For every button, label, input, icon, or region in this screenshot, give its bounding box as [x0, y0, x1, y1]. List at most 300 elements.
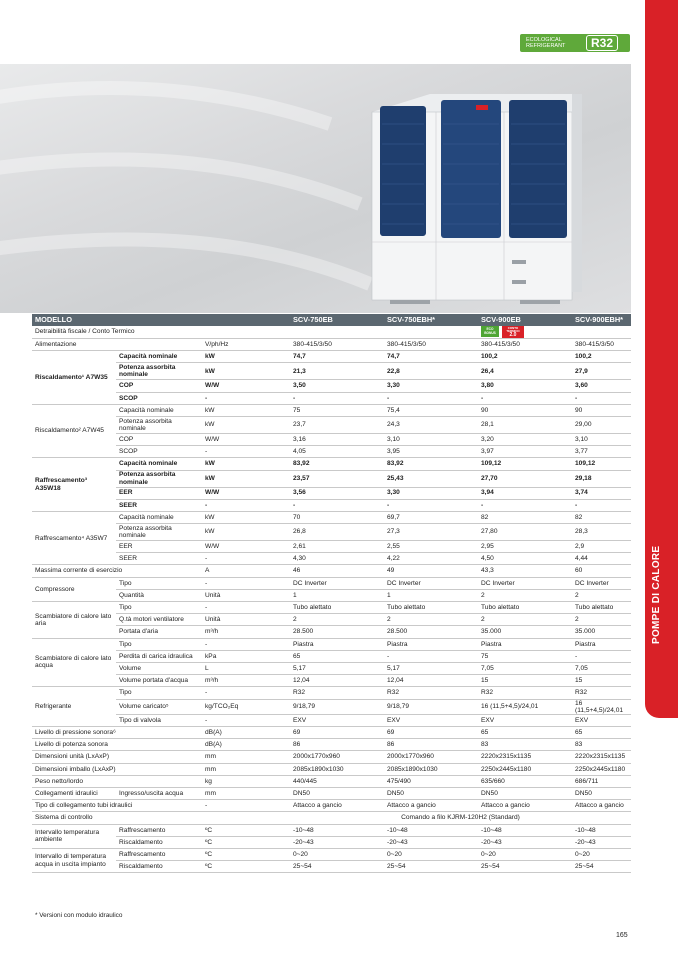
row-unit: Unità — [202, 614, 290, 626]
value-cell: - — [572, 650, 631, 662]
header-blank — [246, 314, 290, 326]
value-cell: 22,8 — [384, 363, 478, 380]
row-sublabel: Tipo — [116, 638, 202, 650]
value-cell: Attacco a gancio — [384, 800, 478, 812]
row-sublabel: SCOP — [116, 392, 202, 404]
value-cell: 4,30 — [290, 553, 384, 565]
value-cell: 83 — [572, 739, 631, 751]
value-cell: 90 — [478, 404, 572, 416]
value-cell: R32 — [478, 687, 572, 699]
value-cell: 25~54 — [384, 861, 478, 873]
value-cell — [290, 326, 384, 339]
value-cell: 74,7 — [384, 351, 478, 363]
value-cell: -20~43 — [290, 836, 384, 848]
value-cell: 74,7 — [290, 351, 384, 363]
table-row — [32, 699, 631, 714]
value-cell: 3,10 — [572, 433, 631, 445]
table-row — [32, 675, 631, 687]
value-cell: - — [572, 392, 631, 404]
value-cell: - — [478, 499, 572, 511]
value-cell: 109,12 — [478, 458, 572, 470]
ct-version: 2.0 — [509, 332, 517, 338]
table-row — [32, 446, 631, 458]
eco-line2: BONUS — [484, 331, 496, 335]
table-row — [32, 727, 631, 739]
table-header-row — [32, 314, 631, 326]
row-unit: mm — [202, 788, 290, 800]
value-cell: - — [384, 392, 478, 404]
value-cell: 3,50 — [290, 380, 384, 392]
row-sublabel: Tipo — [116, 577, 202, 589]
value-cell: 2 — [478, 589, 572, 601]
value-cell: 4,50 — [478, 553, 572, 565]
value-cell: 69,7 — [384, 511, 478, 523]
value-cell: 82 — [572, 511, 631, 523]
value-cell: 46 — [290, 565, 384, 577]
row-unit: kg — [202, 775, 290, 787]
row-unit: dB(A) — [202, 727, 290, 739]
row-unit: - — [202, 800, 290, 812]
row-label: Massima corrente di esercizio — [32, 565, 202, 577]
value-cell: 2,55 — [384, 541, 478, 553]
row-unit: - — [202, 392, 290, 404]
row-sublabel: EER — [116, 487, 202, 499]
value-cell: R32 — [290, 687, 384, 699]
value-cell: 35.000 — [572, 626, 631, 638]
value-cell: 86 — [290, 739, 384, 751]
value-cell: 0~20 — [572, 848, 631, 860]
value-cell: 3,60 — [572, 380, 631, 392]
value-cell: 49 — [384, 565, 478, 577]
row-unit: - — [202, 499, 290, 511]
value-cell: 75,4 — [384, 404, 478, 416]
table-row — [32, 326, 631, 339]
row-group-label: Riscaldamento² A7W45 — [32, 404, 116, 458]
value-cell: 60 — [572, 565, 631, 577]
value-cell: DC Inverter — [290, 577, 384, 589]
row-label: Collegamenti idraulici — [32, 788, 116, 800]
value-cell: 23,7 — [290, 416, 384, 433]
value-cell: -10~48 — [572, 824, 631, 836]
value-cell: 29,00 — [572, 416, 631, 433]
value-cell: 3,56 — [290, 487, 384, 499]
row-unit: - — [202, 602, 290, 614]
value-cell: 27,9 — [572, 363, 631, 380]
table-row — [32, 416, 631, 433]
row-unit — [202, 812, 290, 824]
table-row — [32, 714, 631, 726]
value-cell: 1 — [384, 589, 478, 601]
value-cell: 2085x1890x1030 — [290, 763, 384, 775]
row-unit: - — [202, 446, 290, 458]
value-cell: 65 — [478, 727, 572, 739]
table-row — [32, 433, 631, 445]
row-label: Livello di potenza sonora — [32, 739, 202, 751]
table-row — [32, 565, 631, 577]
row-sublabel: SEER — [116, 499, 202, 511]
row-unit: W/W — [202, 487, 290, 499]
row-unit: - — [202, 687, 290, 699]
value-cell: R32 — [572, 687, 631, 699]
value-cell: 25,43 — [384, 470, 478, 487]
value-cell: -20~43 — [572, 836, 631, 848]
row-sublabel: SCOP — [116, 446, 202, 458]
value-cell: 2250x2445x1180 — [478, 763, 572, 775]
table-row — [32, 589, 631, 601]
badge-cell — [478, 326, 572, 339]
value-cell: 3,20 — [478, 433, 572, 445]
value-cell: 9/18,79 — [384, 699, 478, 714]
value-cell: 380-415/3/50 — [290, 339, 384, 351]
value-cell: - — [478, 392, 572, 404]
value-cell: 26,4 — [478, 363, 572, 380]
value-cell: 69 — [290, 727, 384, 739]
value-cell: 15 — [572, 675, 631, 687]
table-row — [32, 602, 631, 614]
row-unit: - — [202, 577, 290, 589]
value-cell: 3,80 — [478, 380, 572, 392]
value-cell: 5,17 — [290, 662, 384, 674]
row-unit: - — [202, 714, 290, 726]
value-cell: 3,30 — [384, 380, 478, 392]
value-cell: Attacco a gancio — [478, 800, 572, 812]
row-sublabel: Raffrescamento — [116, 824, 202, 836]
table-row — [32, 524, 631, 541]
value-cell: 2000x1770x960 — [384, 751, 478, 763]
badge-line2: REFRIGERANT — [526, 43, 566, 49]
row-unit: - — [202, 553, 290, 565]
value-cell: 25~54 — [572, 861, 631, 873]
row-unit: ºC — [202, 848, 290, 860]
row-group-label: Riscaldamento¹ A7W35 — [32, 351, 116, 405]
table-body — [32, 326, 631, 873]
value-cell: 7,05 — [572, 662, 631, 674]
value-cell: 9/18,79 — [290, 699, 384, 714]
value-cell: Piastra — [478, 638, 572, 650]
value-cell: DC Inverter — [572, 577, 631, 589]
value-cell: 12,04 — [290, 675, 384, 687]
row-unit: dB(A) — [202, 739, 290, 751]
row-sublabel: Ingresso/uscita acqua — [116, 788, 202, 800]
value-cell: - — [384, 650, 478, 662]
row-sublabel: Volume portata d'acqua — [116, 675, 202, 687]
value-cell: 380-415/3/50 — [572, 339, 631, 351]
value-cell: 15 — [478, 675, 572, 687]
row-sublabel: Volume — [116, 662, 202, 674]
value-cell: 83,92 — [290, 458, 384, 470]
row-group-label: Intervallo di temperatura acqua in uscita impianto — [32, 848, 116, 872]
row-group-label: Raffrescamento³ A35W18 — [32, 458, 116, 512]
value-cell: 2,9 — [572, 541, 631, 553]
row-label: Tipo di collegamento tubi idraulici — [32, 800, 202, 812]
row-sublabel: Capacità nominale — [116, 404, 202, 416]
value-cell: DN50 — [384, 788, 478, 800]
value-cell: 25~54 — [478, 861, 572, 873]
row-unit: kW — [202, 458, 290, 470]
value-cell: 75 — [478, 650, 572, 662]
value-cell: 21,3 — [290, 363, 384, 380]
row-sublabel: Perdita di carica idraulica — [116, 650, 202, 662]
table-row — [32, 662, 631, 674]
row-sublabel: Capacità nominale — [116, 458, 202, 470]
table-row — [32, 458, 631, 470]
table-row — [32, 487, 631, 499]
table-row — [32, 836, 631, 848]
row-label: Detraibilità fiscale / Conto Termico — [32, 326, 202, 339]
row-group-label: Scambiatore di calore lato aria — [32, 602, 116, 639]
value-cell: 75 — [290, 404, 384, 416]
row-unit: kPa — [202, 650, 290, 662]
row-sublabel: Tipo di valvola — [116, 714, 202, 726]
table-row — [32, 351, 631, 363]
value-cell: 35.000 — [478, 626, 572, 638]
header-blank — [202, 314, 246, 326]
table-row — [32, 363, 631, 380]
value-cell: 3,16 — [290, 433, 384, 445]
table-row — [32, 541, 631, 553]
value-cell: 28.500 — [290, 626, 384, 638]
value-cell: 2,95 — [478, 541, 572, 553]
row-unit: kW — [202, 416, 290, 433]
table-row — [32, 499, 631, 511]
value-cell: Attacco a gancio — [572, 800, 631, 812]
table-row — [32, 812, 631, 824]
row-group-label: Refrigerante — [32, 687, 116, 727]
value-cell: 2220x2315x1135 — [572, 751, 631, 763]
value-cell: -20~43 — [478, 836, 572, 848]
row-sublabel: Potenza assorbita nominale — [116, 470, 202, 487]
footnote: * Versioni con modulo idraulico — [35, 912, 123, 919]
row-unit: W/W — [202, 541, 290, 553]
row-group-label: Raffrescamento⁴ A35W7 — [32, 511, 116, 565]
badge-line1: ECOLOGICAL — [526, 37, 562, 43]
badge-text — [520, 37, 582, 49]
value-cell: -10~48 — [478, 824, 572, 836]
row-sublabel: Potenza assorbita nominale — [116, 416, 202, 433]
value-cell: 100,2 — [572, 351, 631, 363]
specifications-table — [32, 314, 631, 873]
value-cell: 83 — [478, 739, 572, 751]
value-cell: -10~48 — [384, 824, 478, 836]
row-unit: ºC — [202, 836, 290, 848]
row-unit: kW — [202, 470, 290, 487]
value-cell: - — [290, 499, 384, 511]
value-cell: 2 — [478, 614, 572, 626]
value-cell: 2 — [572, 614, 631, 626]
row-sublabel: SEER — [116, 553, 202, 565]
table-row — [32, 380, 631, 392]
row-unit: mm — [202, 751, 290, 763]
row-label: Alimentazione — [32, 339, 202, 351]
table-row — [32, 763, 631, 775]
value-cell: DN50 — [478, 788, 572, 800]
incentive-badges — [481, 326, 524, 338]
value-cell: DC Inverter — [478, 577, 572, 589]
heat-pump-unit-illustration — [0, 64, 631, 313]
row-sublabel: Potenza assorbita nominale — [116, 524, 202, 541]
value-cell: DC Inverter — [384, 577, 478, 589]
value-cell: 2 — [290, 614, 384, 626]
header-scv-750eb: SCV-750EB — [290, 314, 384, 326]
value-cell: DN50 — [290, 788, 384, 800]
header-scv-900eb: SCV-900EB — [478, 314, 572, 326]
ct-line1: CONTO — [507, 326, 519, 330]
header-scv-900ebh: SCV-900EBH* — [572, 314, 631, 326]
refrigerant-code: R32 — [586, 35, 618, 51]
table-row — [32, 739, 631, 751]
table-row — [32, 638, 631, 650]
row-sublabel: EER — [116, 541, 202, 553]
row-sublabel: Riscaldamento — [116, 861, 202, 873]
table-row — [32, 861, 631, 873]
value-cell: 69 — [384, 727, 478, 739]
value-cell: 27,80 — [478, 524, 572, 541]
row-sublabel: COP — [116, 433, 202, 445]
row-unit: W/W — [202, 433, 290, 445]
table-row — [32, 511, 631, 523]
row-unit: m³/h — [202, 675, 290, 687]
value-cell: Tubo alettato — [384, 602, 478, 614]
value-cell: 90 — [572, 404, 631, 416]
row-unit: kW — [202, 404, 290, 416]
row-sublabel: Tipo — [116, 602, 202, 614]
row-unit: ºC — [202, 861, 290, 873]
value-cell: -20~43 — [384, 836, 478, 848]
row-unit — [202, 326, 290, 339]
value-cell: 3,74 — [572, 487, 631, 499]
row-sublabel: COP — [116, 380, 202, 392]
row-unit: Unità — [202, 589, 290, 601]
value-cell: - — [572, 499, 631, 511]
row-sublabel: Capacità nominale — [116, 511, 202, 523]
value-cell: 65 — [572, 727, 631, 739]
row-unit: kW — [202, 524, 290, 541]
value-cell: 16 (11,5+4,5)/24,01 — [478, 699, 572, 714]
table-row — [32, 848, 631, 860]
value-cell: R32 — [384, 687, 478, 699]
table-row — [32, 614, 631, 626]
value-cell: Piastra — [572, 638, 631, 650]
value-cell: 380-415/3/50 — [478, 339, 572, 351]
eco-line1: ECO — [486, 327, 494, 331]
value-cell: 100,2 — [478, 351, 572, 363]
table-row — [32, 404, 631, 416]
value-cell: 0~20 — [478, 848, 572, 860]
value-cell: 28.500 — [384, 626, 478, 638]
value-cell: 686/711 — [572, 775, 631, 787]
value-cell: 475/490 — [384, 775, 478, 787]
value-cell: EXV — [572, 714, 631, 726]
value-cell: 0~20 — [384, 848, 478, 860]
value-cell: 43,3 — [478, 565, 572, 577]
value-cell: 28,3 — [572, 524, 631, 541]
table-row — [32, 788, 631, 800]
value-cell: 3,97 — [478, 446, 572, 458]
row-sublabel: Volume caricato⁵ — [116, 699, 202, 714]
table-row — [32, 392, 631, 404]
value-cell: 24,3 — [384, 416, 478, 433]
row-sublabel: Potenza assorbita nominale — [116, 363, 202, 380]
table-row — [32, 775, 631, 787]
row-label: Livello di pressione sonora⁶ — [32, 727, 202, 739]
value-cell: 70 — [290, 511, 384, 523]
row-group-label: Scambiatore di calore lato acqua — [32, 638, 116, 687]
value-cell: 4,44 — [572, 553, 631, 565]
value-cell: 2085x1890x1030 — [384, 763, 478, 775]
value-cell: EXV — [384, 714, 478, 726]
value-cell: 3,30 — [384, 487, 478, 499]
table-row — [32, 626, 631, 638]
value-cell: 440/445 — [290, 775, 384, 787]
value-cell: 27,3 — [384, 524, 478, 541]
ct-line2: TERMICO — [506, 329, 520, 333]
row-unit: W/W — [202, 380, 290, 392]
value-cell: Piastra — [384, 638, 478, 650]
table-row — [32, 687, 631, 699]
row-unit: A — [202, 565, 290, 577]
value-cell: 4,05 — [290, 446, 384, 458]
row-unit: kW — [202, 351, 290, 363]
ecological-refrigerant-badge — [520, 34, 630, 52]
value-cell: 7,05 — [478, 662, 572, 674]
conto-termico-badge — [502, 326, 524, 338]
value-cell: 3,94 — [478, 487, 572, 499]
section-side-tab — [645, 0, 678, 718]
row-sublabel: Capacità nominale — [116, 351, 202, 363]
value-cell: 5,17 — [384, 662, 478, 674]
table-row — [32, 800, 631, 812]
value-cell: -10~48 — [290, 824, 384, 836]
value-cell: 2 — [384, 614, 478, 626]
value-cell: 86 — [384, 739, 478, 751]
value-cell: 4,22 — [384, 553, 478, 565]
value-cell: DN50 — [572, 788, 631, 800]
value-cell: 12,04 — [384, 675, 478, 687]
value-cell: Tubo alettato — [290, 602, 384, 614]
row-unit: mm — [202, 763, 290, 775]
header-model: MODELLO — [32, 314, 116, 326]
value-cell: 16 (11,5+4,5)/24,01 — [572, 699, 631, 714]
value-cell — [384, 326, 478, 339]
header-blank — [116, 314, 202, 326]
row-unit: kW — [202, 363, 290, 380]
value-cell: 635/660 — [478, 775, 572, 787]
row-label: Dimensioni unità (LxAxP) — [32, 751, 202, 763]
value-cell: Tubo alettato — [478, 602, 572, 614]
row-unit: V/ph/Hz — [202, 339, 290, 351]
row-label: Dimensioni imballo (LxAxP) — [32, 763, 202, 775]
row-unit: - — [202, 638, 290, 650]
value-cell: 3,77 — [572, 446, 631, 458]
value-cell: 2,61 — [290, 541, 384, 553]
value-cell: 65 — [290, 650, 384, 662]
value-cell: Tubo alettato — [572, 602, 631, 614]
row-label: Sistema di controllo — [32, 812, 202, 824]
row-sublabel: Tipo — [116, 687, 202, 699]
value-cell: 380-415/3/50 — [384, 339, 478, 351]
value-cell: 0~20 — [290, 848, 384, 860]
merged-value: Comando a filo KJRM-120H2 (Standard) — [290, 812, 631, 824]
value-cell: 26,8 — [290, 524, 384, 541]
value-cell: 82 — [478, 511, 572, 523]
page-number: 165 — [616, 932, 628, 939]
value-cell: 2000x1770x960 — [290, 751, 384, 763]
value-cell: 27,70 — [478, 470, 572, 487]
value-cell: 23,57 — [290, 470, 384, 487]
row-sublabel: Q.tà motori ventilatore — [116, 614, 202, 626]
value-cell: 2220x2315x1135 — [478, 751, 572, 763]
value-cell: 3,95 — [384, 446, 478, 458]
